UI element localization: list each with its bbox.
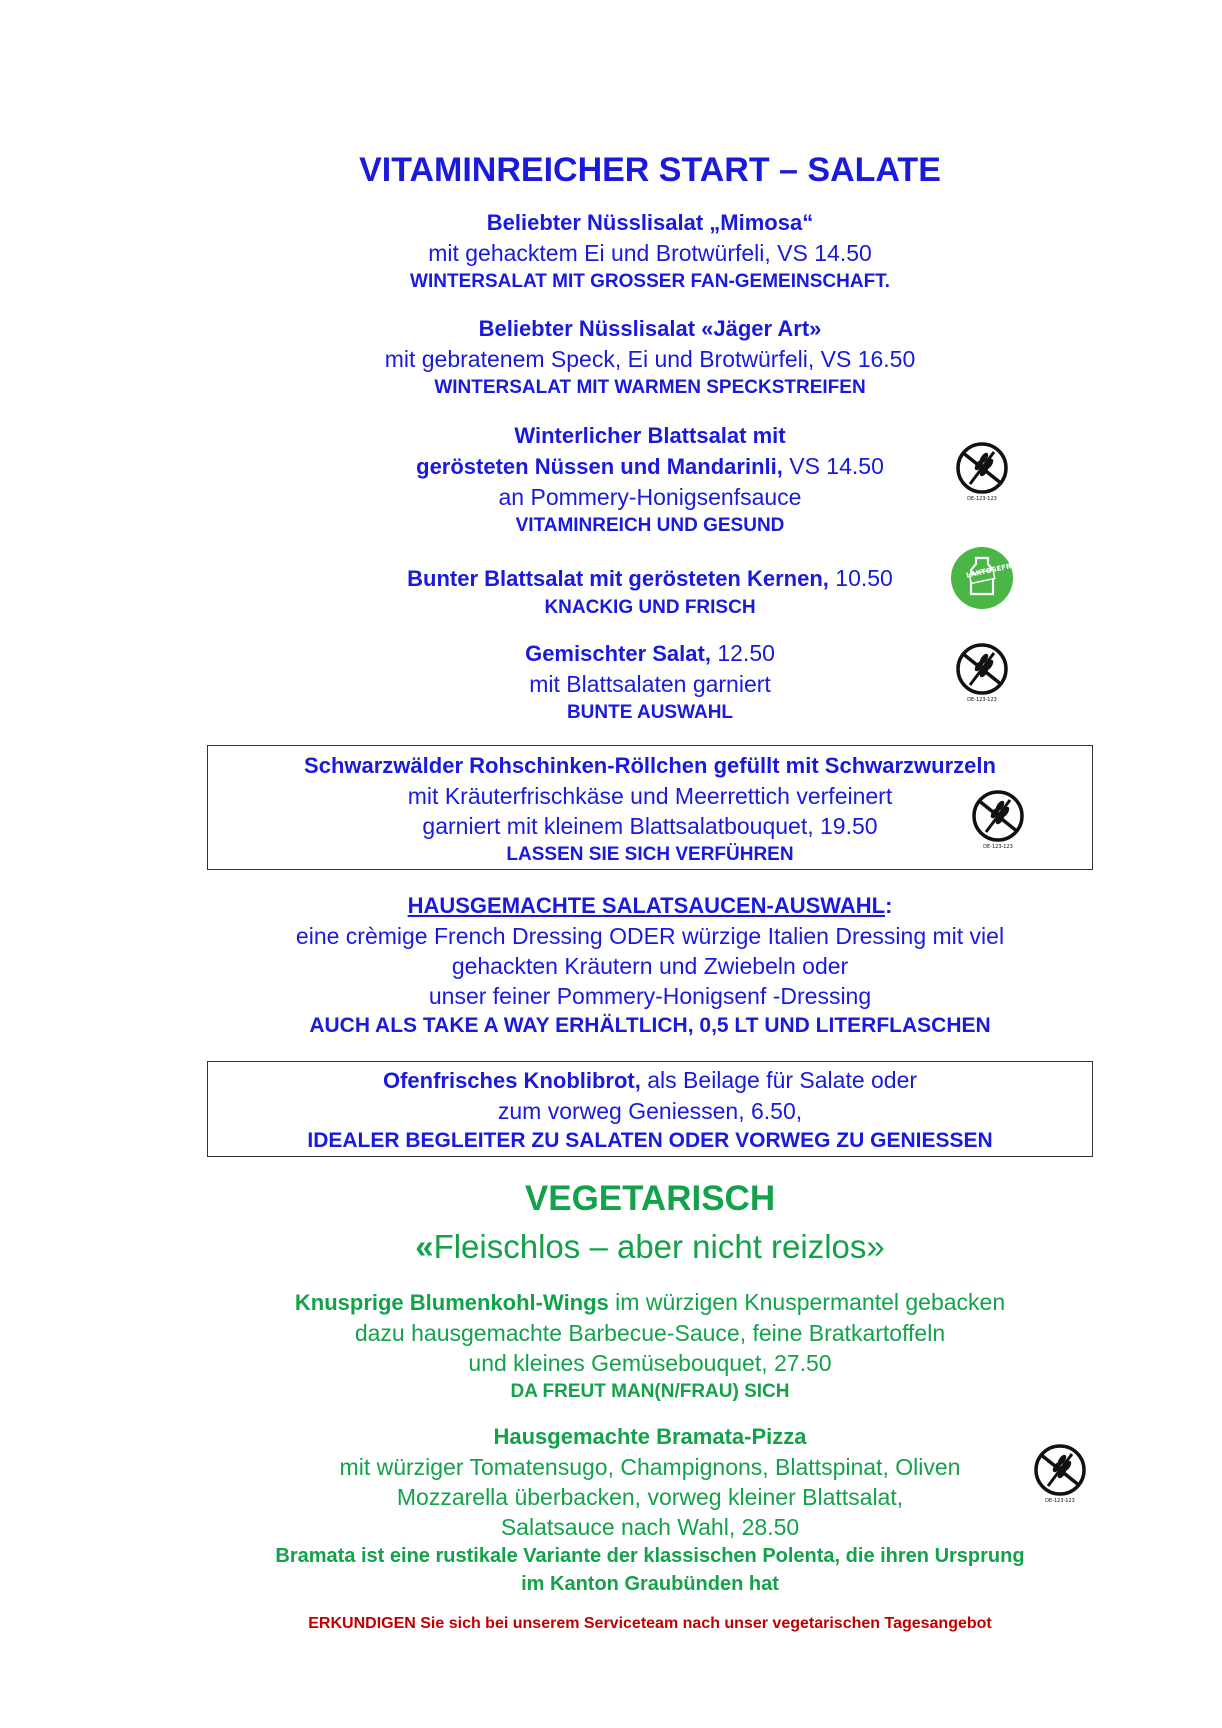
- item-desc: garniert mit kleinem Blattsalatbouquet, 19.50: [422, 813, 878, 839]
- wings-desc: und kleines Gemüsebouquet, 27.50: [468, 1350, 832, 1376]
- item-wings: [150, 1287, 1150, 1406]
- item-title: Winterlicher Blattsalat mit: [514, 423, 786, 448]
- veg-subtitle-text: Fleischlos – aber nicht reizlos»: [433, 1228, 885, 1265]
- saucen-tagline: AUCH ALS TAKE A WAY ERHÄLTLICH, 0,5 LT UND LITERFLASCHEN: [309, 1014, 991, 1037]
- gluten-free-code: DE-123-123: [967, 697, 997, 703]
- item-title: Schwarzwälder Rohschinken-Röllchen gefüllt mit Schwarzwurzeln: [304, 753, 996, 778]
- knobli-desc: als Beilage für Salate oder: [640, 1067, 918, 1093]
- item-desc: mit Blattsalaten garniert: [529, 671, 771, 697]
- item-desc: mit Kräuterfrischkäse und Meerrettich verfeinert: [407, 783, 893, 809]
- lactose-free-label: LAKTOSEFREI: [965, 560, 1020, 580]
- pizza-note: im Kanton Graubünden hat: [521, 1573, 779, 1595]
- item-tagline: WINTERSALAT MIT WARMEN SPECKSTREIFEN: [434, 377, 866, 398]
- knobli-desc: zum vorweg Geniessen, 6.50,: [497, 1098, 803, 1124]
- veg-quote-mark: «: [415, 1228, 434, 1265]
- pizza-desc: Mozzarella überbacken, vorweg kleiner Blattsalat,: [396, 1484, 904, 1510]
- pizza-note: Bramata ist eine rustikale Variante der klassischen Polenta, die ihren Ursprung: [275, 1545, 1025, 1567]
- item-title: Beliebter Nüsslisalat „Mimosa“: [486, 210, 814, 235]
- item-price: 10.50: [828, 565, 893, 591]
- pizza-desc: mit würziger Tomatensugo, Champignons, Blattspinat, Oliven: [339, 1454, 961, 1480]
- saucen-title: HAUSGEMACHTE SALATSAUCEN-AUSWAHL: [407, 893, 886, 918]
- knobli-title-line: [210, 1065, 1090, 1096]
- item-title: Beliebter Nüsslisalat «Jäger Art»: [478, 316, 822, 341]
- item-tagline: LASSEN SIE SICH VERFÜHREN: [506, 844, 794, 865]
- item-desc: an Pommery-Honigsenfsauce: [498, 484, 802, 510]
- gluten-free-icon: [1030, 1442, 1090, 1513]
- pizza-title: Hausgemachte Bramata-Pizza: [493, 1424, 807, 1449]
- item-jaeger: [210, 314, 1090, 402]
- wings-title-line: [150, 1287, 1150, 1318]
- item-price: VS 14.50: [782, 453, 884, 479]
- gluten-free-code: DE-123-123: [983, 844, 1013, 850]
- item-desc: mit gehacktem Ei und Brotwürfeli, VS 14.50: [428, 240, 872, 266]
- wings-tagline: DA FREUT MAN(N/FRAU) SICH: [510, 1381, 790, 1402]
- pizza-desc: Salatsauce nach Wahl, 28.50: [500, 1514, 800, 1540]
- veg-subtitle: [210, 1226, 1090, 1268]
- gluten-free-code: DE-123-123: [967, 496, 997, 502]
- saucen-line: unser feiner Pommery-Honigsenf -Dressing: [428, 983, 872, 1009]
- item-pizza: [150, 1422, 1150, 1598]
- salads-heading: VITAMINREICHER START – SALATE: [359, 151, 941, 189]
- veg-heading: VEGETARISCH: [524, 1179, 776, 1218]
- item-tagline: KNACKIG UND FRISCH: [544, 597, 756, 618]
- saucen-section: [150, 891, 1150, 1041]
- item-rohschinken: [210, 751, 1090, 869]
- item-tagline: WINTERSALAT MIT GROSSER FAN-GEMEINSCHAFT.: [410, 271, 890, 292]
- item-tagline: BUNTE AUSWAHL: [566, 702, 734, 723]
- saucen-line: gehackten Kräutern und Zwiebeln oder: [451, 953, 849, 979]
- gluten-free-code: DE-123-123: [1045, 1498, 1075, 1504]
- saucen-title-line: [150, 891, 1150, 921]
- lactose-free-icon: [950, 546, 1018, 617]
- item-mimosa: [210, 208, 1090, 296]
- veg-footer-note: ERKUNDIGEN Sie sich bei unserem Serviceteam nach unser vegetarischen Tagesangebot: [308, 1615, 992, 1632]
- item-knobli: [210, 1065, 1090, 1156]
- knobli-tagline: IDEALER BEGLEITER ZU SALATEN ODER VORWEG ZU GENIESSEN: [307, 1129, 993, 1152]
- wings-title: Knusprige Blumenkohl-Wings: [294, 1290, 609, 1315]
- item-tagline: VITAMINREICH UND GESUND: [515, 515, 785, 536]
- gluten-free-icon: [952, 440, 1012, 511]
- gluten-free-icon: [952, 641, 1012, 712]
- item-price: 12.50: [710, 640, 775, 666]
- wings-desc: dazu hausgemachte Barbecue-Sauce, feine Bratkartoffeln: [354, 1320, 946, 1346]
- item-title-part: gerösteten Nüssen und Mandarinli,: [416, 454, 783, 479]
- knobli-title: Ofenfrisches Knoblibrot,: [382, 1068, 641, 1093]
- saucen-line: eine crèmige French Dressing ODER würzige Italien Dressing mit viel: [295, 923, 1005, 949]
- item-desc: mit gebratenem Speck, Ei und Brotwürfeli, VS 16.50: [384, 346, 916, 372]
- item-title: Bunter Blattsalat mit gerösteten Kernen,: [407, 566, 829, 591]
- saucen-colon: :: [885, 893, 893, 918]
- item-title: Gemischter Salat,: [525, 641, 711, 666]
- gluten-free-icon: [968, 788, 1028, 859]
- wings-desc: im würzigen Knuspermantel gebacken: [608, 1289, 1006, 1315]
